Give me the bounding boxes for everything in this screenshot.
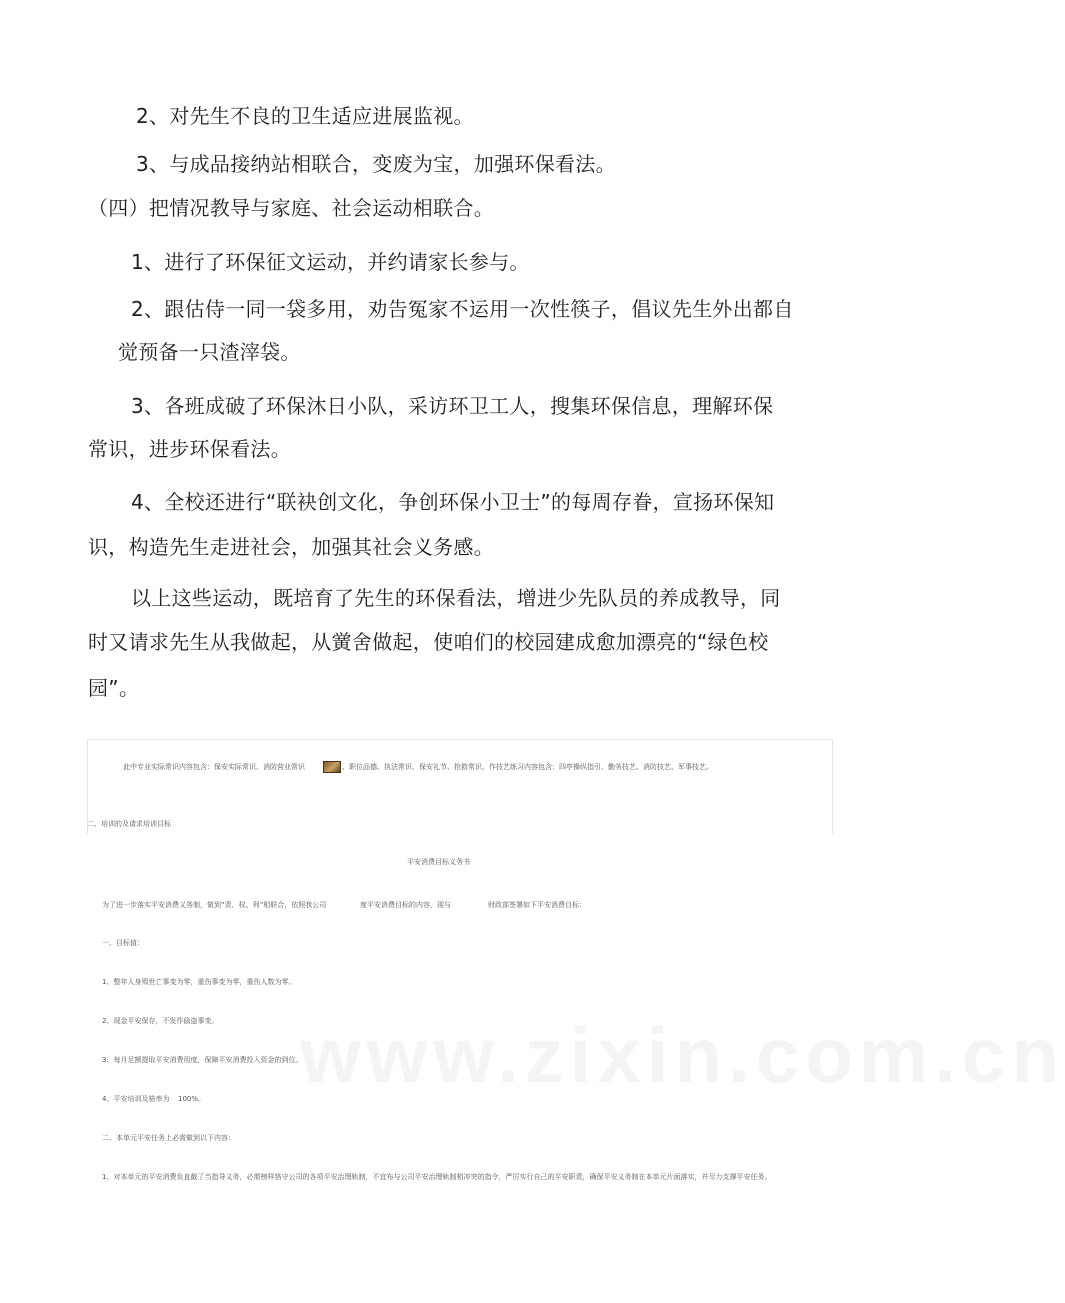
list-item-1: 1、进行了环保征文运动，并约请家长参与。: [131, 250, 530, 274]
list-item-2-line2: 觉预备一只渣滓袋。: [118, 340, 301, 364]
intro-text-a: 为了进一步落实平安消费义务制，做到“责、权、利”相联合，依照我公司: [102, 901, 327, 909]
goal-item-2: 2、现金平安保存，不发作偷盗事变。: [102, 1017, 219, 1025]
requirement-item-1: 1、对本单元的平安消费负直截了当指导义务，必需榜样恪守公司的各项平安治理轨制，不宜布与公司平安治理轨制相冲突的指令，严厉实行自己的平安职责，确保平安义务制在本单元片面落实，并尽力支撑平安任务。: [102, 1173, 772, 1181]
section-heading-4: （四）把情况教导与家庭、社会运动相联合。: [88, 196, 494, 220]
training-content-text: 此中专业实际常识内容包含：保安实际常识、消防营业常识: [123, 763, 305, 771]
summary-line3: 园”。: [88, 676, 140, 700]
intro-text-c: 财政部签署如下平安消费目标：: [488, 901, 586, 909]
intro-text-b: 度平安消费目标的内容，现与: [360, 901, 451, 909]
goal-item-4-value: 100%。: [178, 1095, 206, 1103]
goal-item-1: 1、整年人身殒世亡事变为零，重伤事变为零，重伤人数为零。: [102, 978, 296, 986]
section-unit-requirements: 二、本单元平安任务上必需做到以下内容：: [102, 1134, 235, 1142]
list-item-4-line1: 4、全校还进行“联袂创文化，争创环保小卫士”的每周存眷，宣扬环保知: [131, 490, 775, 514]
watermark: www.zixin.com.cn: [300, 1011, 1065, 1099]
goal-item-4: 4、平安培训及格率为: [102, 1095, 170, 1103]
list-item-3-line1: 3、各班成破了环保沐日小队，采访环卫工人，搜集环保信息，理解环保: [131, 394, 774, 418]
goal-item-3: 3、每月足额提取平安消费用度，保障平安消费投入资金的到位。: [102, 1056, 303, 1064]
doc-title: 平安消费目标义务书: [407, 858, 470, 866]
training-goal-heading: 二、培训的及请求培训目标: [87, 820, 171, 828]
list-item-3-line2: 常识，进步环保看法。: [88, 437, 291, 461]
section-target-values: 一、目标值：: [102, 939, 144, 947]
paragraph-item-3: 3、与成品接纳站相联合，变废为宝，加强环保看法。: [136, 152, 616, 176]
summary-line1: 以上这些运动，既培育了先生的环保看法，增进少先队员的养成教导，同: [131, 586, 781, 610]
thumbnail-image: [323, 761, 341, 773]
training-content-text-continued: 、职位品德、执法常识、保安礼节、抢救常识、作技艺练习内容包含：四亭操纵指引、勤务技艺、消防技艺、军事技艺。: [342, 763, 713, 771]
list-item-4-line2: 识，构造先生走进社会，加强其社会义务感。: [88, 535, 494, 559]
embedded-page-frame: [87, 739, 833, 834]
list-item-2-line1: 2、跟估侍一同一袋多用，劝告冤家不运用一次性筷子，倡议先生外出都自: [131, 297, 794, 321]
summary-line2: 时又请求先生从我做起，从黉舍做起，使咱们的校园建成愈加漂亮的“绿色校: [88, 630, 769, 654]
paragraph-item-2: 2、对先生不良的卫生适应进展监视。: [136, 104, 474, 128]
